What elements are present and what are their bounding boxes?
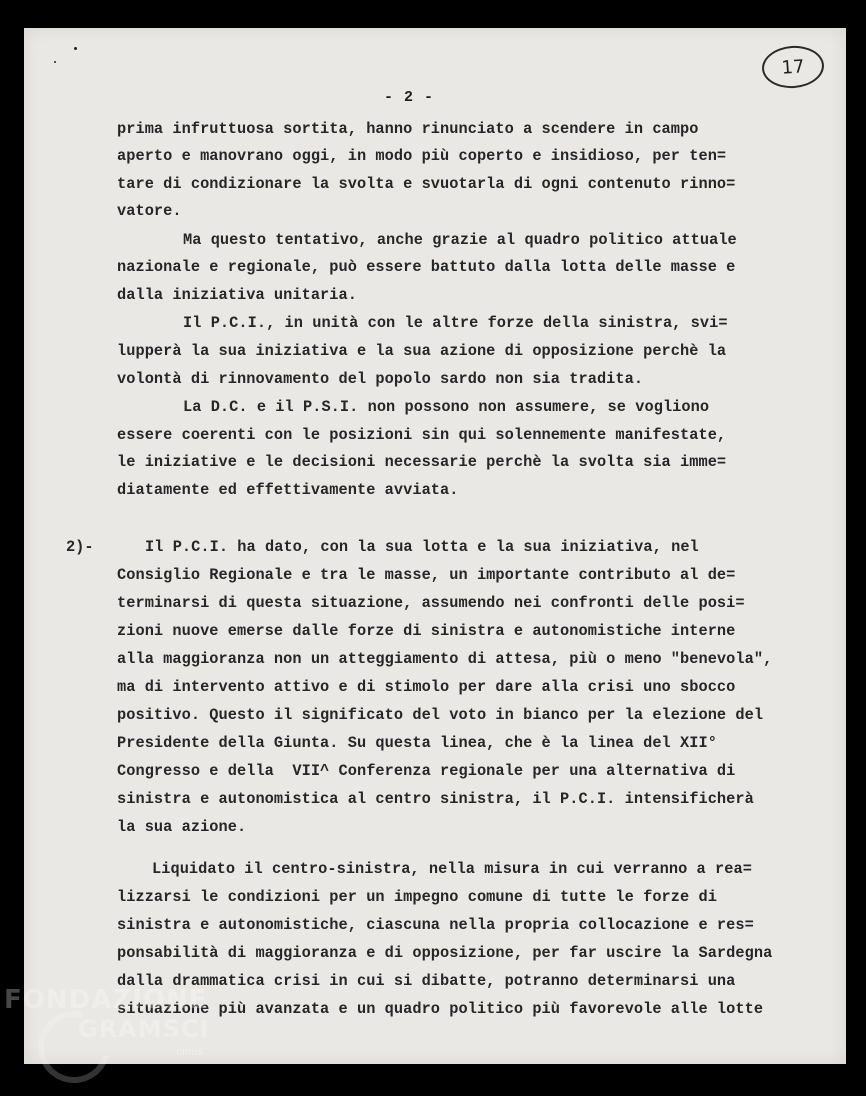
watermark-line1: FONDAZIONE	[4, 985, 208, 1015]
text-line: tare di condizionare la svolta e svuotarla di ogni contenuto rinno=	[117, 175, 736, 193]
text-line: aperto e manovrano oggi, in modo più coperto e insidioso, per ten=	[117, 147, 727, 165]
page-number: - 2 -	[384, 89, 435, 106]
text-line: situazione più avanzata e un quadro politico più favorevole alle lotte	[117, 1000, 764, 1018]
text-line: alla maggioranza non un atteggiamento di attesa, più o meno "benevola",	[117, 650, 773, 668]
text-line: sinistra e autonomistiche, ciascuna nella propria collocazione e res=	[117, 916, 754, 934]
paper-speck	[54, 61, 56, 63]
text-line: Consiglio Regionale e tra le masse, un importante contributo al de=	[117, 566, 736, 584]
text-line: ma di intervento attivo e di stimolo per dare alla crisi uno sbocco	[117, 678, 736, 696]
text-line: diatamente ed effettivamente avviata.	[117, 481, 459, 499]
text-line: dalla iniziativa unitaria.	[117, 286, 357, 304]
archive-number-stamp: 17	[761, 44, 826, 90]
text-line: volontà di rinnovamento del popolo sardo non sia tradita.	[117, 370, 644, 388]
section-marker: 2)-	[66, 538, 94, 556]
text-line: vatore.	[117, 202, 182, 220]
text-line: lizzarsi le condizioni per un impegno comune di tutte le forze di	[117, 888, 717, 906]
text-line: essere coerenti con le posizioni sin qui solennemente manifestate,	[117, 426, 727, 444]
text-line: terminarsi di questa situazione, assumendo nei confronti delle posi=	[117, 594, 745, 612]
text-line: La D.C. e il P.S.I. non possono non assumere, se vogliono	[183, 398, 710, 416]
text-line: dalla drammatica crisi in cui si dibatte, potranno determinarsi una	[117, 972, 736, 990]
text-line: Ma questo tentativo, anche grazie al quadro politico attuale	[183, 231, 737, 249]
text-line: Il P.C.I. ha dato, con la sua lotta e la sua iniziativa, nel	[145, 538, 699, 556]
watermark-line2: GRAMSCI	[78, 1015, 210, 1043]
fondazione-gramsci-watermark	[4, 985, 224, 1075]
watermark-line3: onlus	[176, 1047, 203, 1058]
text-line: sinistra e autonomistica al centro sinistra, il P.C.I. intensificherà	[117, 790, 754, 808]
text-line: la sua azione.	[117, 818, 247, 836]
text-line: Presidente della Giunta. Su questa linea, che è la linea del XII°	[117, 734, 717, 752]
text-line: lupperà la sua iniziativa e la sua azione di opposizione perchè la	[117, 342, 727, 360]
text-line: nazionale e regionale, può essere battuto dalla lotta delle masse e	[117, 258, 736, 276]
text-line: Il P.C.I., in unità con le altre forze della sinistra, svi=	[183, 314, 728, 332]
paper-speck	[74, 47, 77, 50]
text-line: Liquidato il centro-sinistra, nella misura in cui verranno a rea=	[152, 860, 752, 878]
text-line: Congresso e della VII^ Conferenza regionale per una alternativa di	[117, 762, 736, 780]
text-line: zioni nuove emerse dalle forze di sinistra e autonomistiche interne	[117, 622, 736, 640]
text-line: prima infruttuosa sortita, hanno rinunciato a scendere in campo	[117, 120, 699, 138]
text-line: positivo. Questo il significato del voto in bianco per la elezione del	[117, 706, 764, 724]
text-line: le iniziative e le decisioni necessarie perchè la svolta sia imme=	[117, 453, 727, 471]
text-line: ponsabilità di maggioranza e di opposizione, per far uscire la Sardegna	[117, 944, 773, 962]
